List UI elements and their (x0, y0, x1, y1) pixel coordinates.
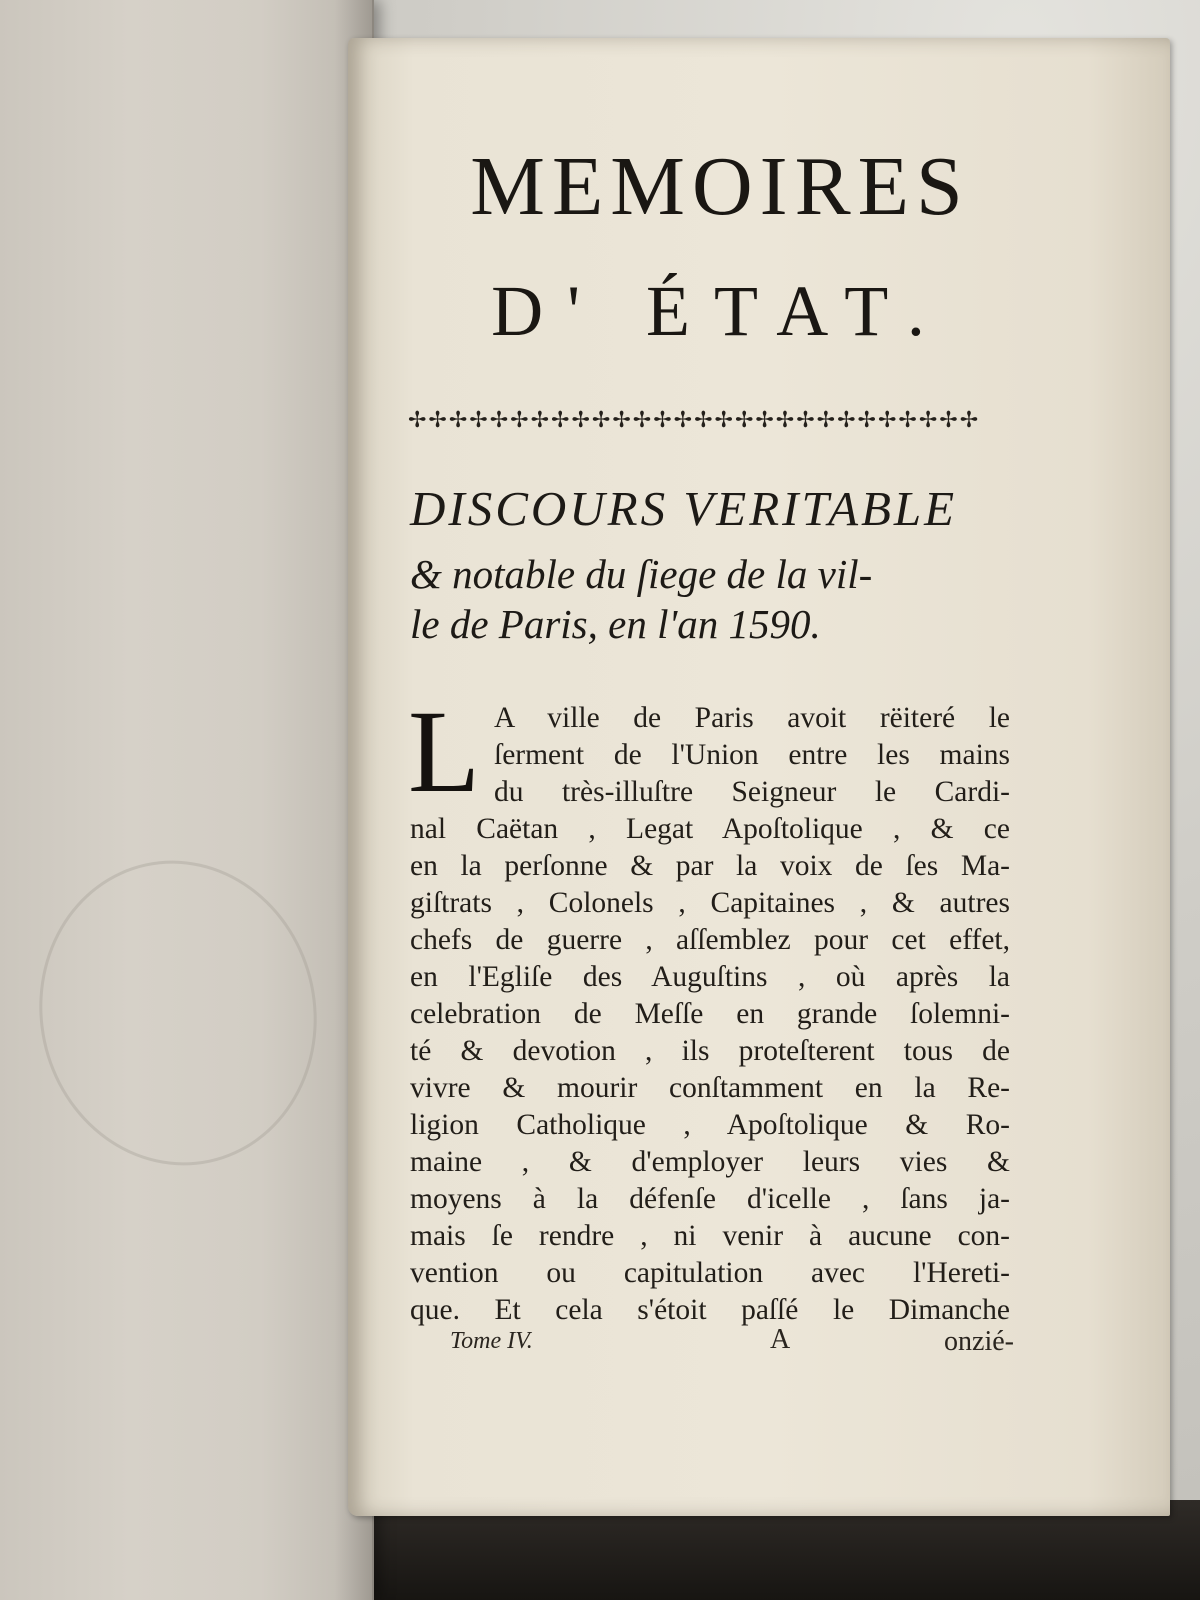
volume-label: Tome IV. (450, 1328, 533, 1354)
text-line: maine , & d'employer leurs vies & (410, 1146, 1010, 1178)
text-line: en l'Egliſe des Auguſtins , où après la (410, 961, 1010, 993)
ornamental-rule: ✢✢✢✢✢✢✢✢✢✢✢✢✢✢✢✢✢✢✢✢✢✢✢✢✢✢✢✢ (408, 408, 981, 433)
text-line: moyens à la défenſe d'icelle , ſans ja- (410, 1183, 1010, 1215)
right-page (348, 38, 1170, 1516)
text-line: giſtrats , Colonels , Capitaines , & autres (410, 887, 1010, 919)
subtitle-heading: DISCOURS VERITABLE (410, 481, 958, 536)
drop-cap: L (408, 686, 481, 817)
text-line: A ville de Paris avoit rëiteré le (494, 702, 1010, 734)
signature-mark: A (770, 1324, 791, 1355)
text-line: vivre & mourir conſtamment en la Re- (410, 1072, 1010, 1104)
text-line: nal Caëtan , Legat Apoſtolique , & ce (410, 813, 1010, 845)
title-memoires: MEMOIRES (470, 140, 970, 233)
text-line: mais ſe rendre , ni venir à aucune con- (410, 1220, 1010, 1252)
text-line: chefs de guerre , aſſemblez pour cet effet, (410, 924, 1010, 956)
text-line: du très-illuſtre Seigneur le Cardi- (494, 776, 1010, 808)
subtitle-line-3: le de Paris, en l'an 1590. (410, 601, 821, 647)
catchword: onzié- (944, 1326, 1014, 1357)
text-line: celebration de Meſſe en grande ſolemni- (410, 998, 1010, 1030)
text-line: ligion Catholique , Apoſtolique & Ro- (410, 1109, 1010, 1141)
text-line: en la perſonne & par la voix de ſes Ma- (410, 850, 1010, 882)
bleed-through-stamp (11, 835, 345, 1192)
page-footer (436, 1324, 1014, 1368)
text-line: té & devotion , ils proteſterent tous de (410, 1035, 1010, 1067)
text-line: que. Et cela s'étoit paſſé le Dimanche (410, 1294, 1010, 1326)
body-paragraph (408, 686, 1010, 1329)
subtitle-line-2: & notable du ſiege de la vil- (410, 551, 873, 597)
text-line: vention ou capitulation avec l'Hereti- (410, 1257, 1010, 1289)
left-page (0, 0, 374, 1600)
text-line: ſerment de l'Union entre les mains (494, 739, 1010, 771)
title-d-etat: D' ÉTAT. (491, 271, 949, 351)
